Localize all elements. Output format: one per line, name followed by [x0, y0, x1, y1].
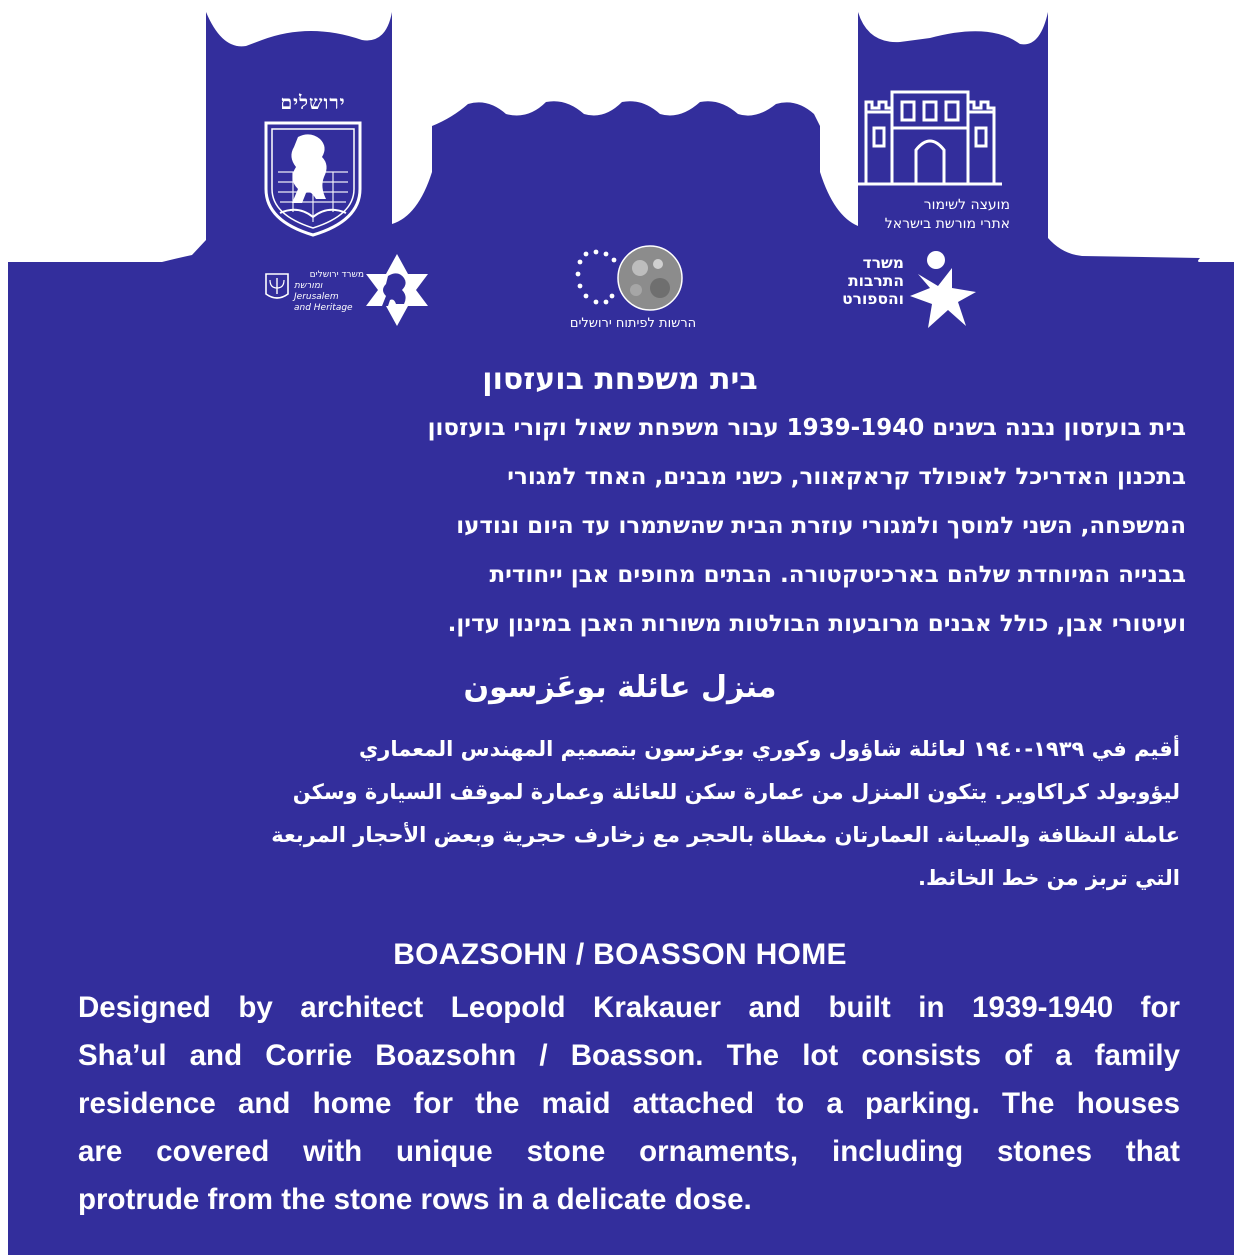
ministry-culture-star-icon: [908, 246, 980, 330]
development-authority-caption: הרשות לפיתוח ירושלים: [569, 316, 697, 331]
hebrew-line-3: המשפחה, השני למוסך ולמגורי עוזרת הבית שהשתמרו עד היום ונודעו: [456, 513, 1186, 539]
hebrew-title: בית משפחת בועזסון: [482, 362, 758, 397]
hebrew-line-1: בית בועזסון נבנה בשנים 1939-1940 עבור משפחת שאול וקורי בועזסון: [427, 415, 1186, 441]
ministry-culture-line-1: משרד: [862, 254, 904, 272]
arabic-line-3: عاملة النظافة والصيانة. العمارتان مغطاة بالحجر مع زخارف حجرية وبعض الأحجار المربعة: [271, 823, 1180, 847]
arabic-body: [70, 728, 1180, 900]
hebrew-line-4: בבנייה המיוחדת שלהם בארכיטקטורה. הבתים מחופים אבן ייחודית: [489, 562, 1186, 588]
english-title: BOAZSOHN / BOASSON HOME: [393, 938, 847, 971]
jerusalem-emblem: [258, 92, 368, 242]
arabic-line-4: التي تربز من خط الخائط.: [917, 866, 1180, 890]
jerusalem-development-authority-icon: [548, 244, 718, 314]
ministry-culture-text: [822, 254, 904, 308]
english-line-3: residence and home for the maid attached to a parking. The houses: [78, 1087, 1180, 1120]
heritage-council-logo: [850, 88, 1010, 233]
ministry-jerusalem-line-2: ומורשת Jerusalem: [294, 281, 339, 302]
star-lion-icon: [364, 252, 430, 328]
ministry-jerusalem-line-3: and Heritage: [294, 303, 353, 313]
heritage-building-icon: [850, 88, 1010, 188]
english-line-1: Designed by architect Leopold Krakauer and built in 1939-1940 for: [78, 991, 1180, 1024]
ministry-culture-logo: [822, 246, 982, 332]
arabic-line-1: أقيم في ١٩٣٩-١٩٤٠ لعائلة شاؤول وكوري بوعزسون بتصميم المهندس المعماري: [358, 737, 1180, 761]
english-line-5: protrude from the stone rows in a delicate dose.: [78, 1183, 752, 1216]
heritage-caption-line-1: מועצה לשימור: [923, 197, 1010, 213]
hebrew-body: [68, 404, 1186, 649]
arabic-line-2: ليؤوبولد كراكاوير. يتكون المنزل من عمارة سكن للعائلة وعمارة لموقف السيارة وسكن: [292, 780, 1180, 804]
heritage-council-caption: [850, 196, 1010, 234]
hebrew-line-5: ועיטורי אבן, כולל אבנים מרובעות הבולטות משורות האבן במינון עדין.: [447, 611, 1186, 637]
english-line-2: Sha’ul and Corrie Boazsohn / Boasson. The lot consists of a family: [78, 1039, 1180, 1072]
english-body: [78, 984, 1180, 1224]
ministry-jerusalem-text: [294, 270, 364, 314]
ministry-culture-line-2: התרבות: [848, 272, 904, 290]
jerusalem-emblem-label: ירושלים: [280, 92, 346, 114]
state-emblem-icon: [264, 272, 290, 302]
ministry-jerusalem-heritage-logo: [262, 252, 432, 330]
jerusalem-lion-shield-icon: [258, 117, 368, 237]
ministry-jerusalem-line-1: משרד ירושלים: [309, 270, 364, 280]
heritage-caption-line-2: אתרי מורשת בישראל: [884, 216, 1010, 232]
ministry-culture-line-3: והספורט: [842, 290, 904, 308]
hebrew-line-2: בתכנון האדריכל לאופולד קראקאוור, כשני מבנים, האחד למגורי: [507, 464, 1186, 490]
arabic-title: منزل عائلة بوعَزسون: [463, 670, 777, 705]
english-line-4: are covered with unique stone ornaments, including stones that: [78, 1135, 1180, 1168]
development-authority-logo: [548, 244, 718, 336]
